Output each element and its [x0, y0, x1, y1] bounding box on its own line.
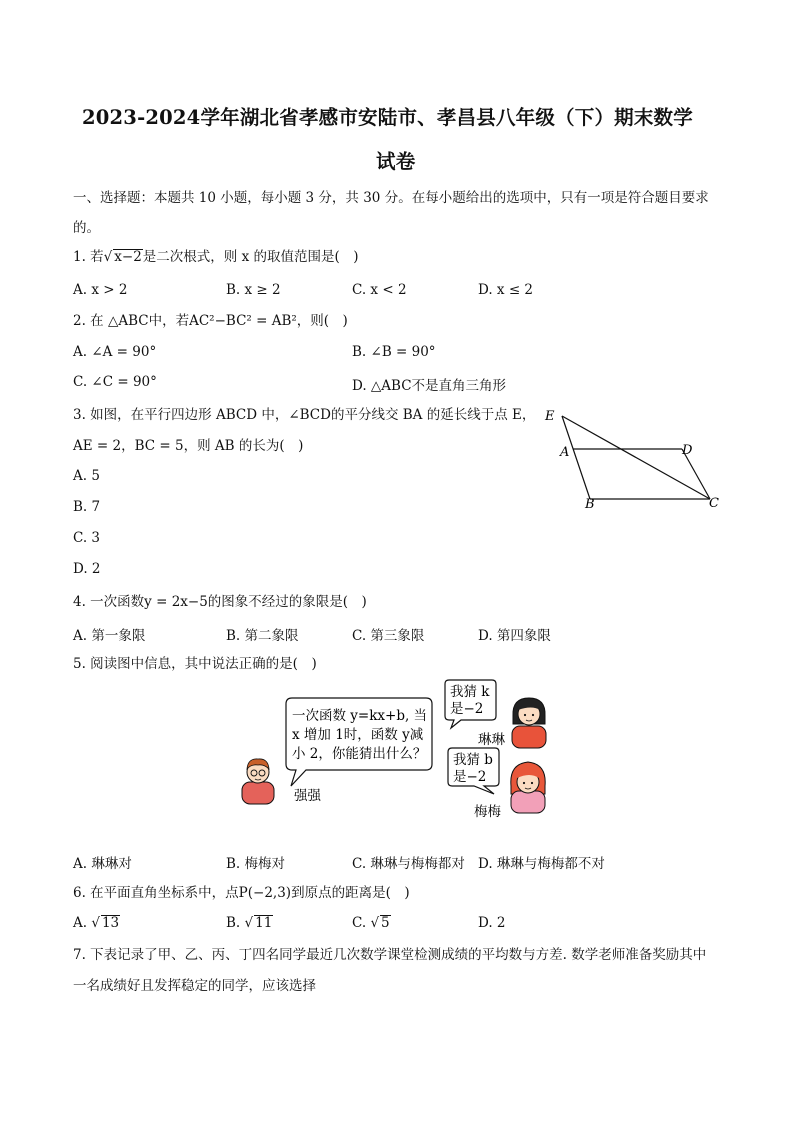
- bubble-main-line1: 一次函数 y=kx+b, 当: [292, 708, 428, 724]
- page-title-line1: 2023-2024学年湖北省孝感市安陆市、孝昌县八年级（下）期末数学: [82, 106, 693, 129]
- q1-stem-pre: 1. 若: [73, 249, 104, 265]
- q5-option-c: C. 琳琳与梅梅都对: [352, 856, 465, 872]
- label-c: C: [709, 496, 719, 511]
- page-title-line2: 试卷: [376, 150, 416, 173]
- q1-stem-post: 是二次根式，则 x 的取值范围是( ): [142, 249, 359, 265]
- section-heading-cont: 的。: [73, 220, 100, 236]
- question-5: 5. 阅读图中信息，其中说法正确的是( ): [73, 656, 317, 672]
- q3-option-b: B. 7: [73, 499, 101, 515]
- q2-option-a: A. ∠A = 90°: [73, 344, 157, 360]
- sqrt-sign: √: [370, 915, 380, 931]
- q5-option-b: B. 梅梅对: [226, 856, 286, 872]
- label-e: E: [545, 409, 555, 424]
- name-meimei: 梅梅: [474, 804, 501, 820]
- q6-b-label: B.: [226, 915, 241, 931]
- q6-option-b: [226, 915, 273, 931]
- name-linlin: 琳琳: [478, 732, 505, 748]
- q6-a-radicand: 13: [101, 915, 120, 931]
- bubble-linlin-line2: 是−2: [450, 701, 484, 717]
- q2-option-b: B. ∠B = 90°: [352, 344, 436, 360]
- q2-option-c: C. ∠C = 90°: [73, 374, 157, 390]
- q1-option-a: A. x > 2: [73, 282, 128, 298]
- q6-c-radicand: 5: [381, 915, 390, 931]
- question-7-cont: 一名成绩好且发挥稳定的同学，应该选择: [73, 978, 316, 994]
- bubble-meimei-line2: 是−2: [453, 769, 487, 785]
- sqrt-sign: √: [103, 249, 113, 265]
- name-qiangqiang: 强强: [294, 788, 321, 804]
- bubble-meimei-line1: 我猜 b: [453, 752, 493, 768]
- q4-option-c: C. 第三象限: [352, 628, 425, 644]
- q3-option-c: C. 3: [73, 530, 101, 546]
- q3-option-d: D. 2: [73, 561, 101, 577]
- q4-option-d: D. 第四象限: [478, 628, 551, 644]
- q6-a-label: A.: [73, 915, 88, 931]
- question-7: 7. 下表记录了甲、乙、丙、丁四名同学最近几次数学课堂检测成绩的平均数与方差. 数学老师准备奖励其中: [73, 947, 707, 963]
- sqrt-sign: √: [244, 915, 254, 931]
- boy-qiangqiang-avatar: [242, 759, 274, 804]
- q6-c-label: C.: [352, 915, 367, 931]
- parallelogram-figure: [530, 400, 730, 520]
- section-heading: 一、选择题：本题共 10 小题，每小题 3 分，共 30 分。在每小题给出的选项中，只有一项是符合题目要求: [73, 190, 709, 206]
- q1-option-b: B. x ≥ 2: [226, 282, 281, 298]
- question-2: 2. 在 △ABC中，若AC²−BC² = AB²，则( ): [73, 313, 348, 329]
- q5-option-a: A. 琳琳对: [73, 856, 132, 872]
- bubble-main-line3: 小 2，你能猜出什么？: [292, 746, 427, 762]
- sqrt-sign: √: [91, 915, 100, 931]
- question-1: [73, 248, 359, 266]
- question-3-cont: AE = 2，BC = 5，则 AB 的长为( ): [73, 438, 304, 454]
- label-a: A: [560, 445, 570, 460]
- q6-option-a: [73, 915, 120, 931]
- q1-radicand: x−2: [114, 249, 142, 265]
- q6-option-d: D. 2: [478, 915, 506, 931]
- dialogue-illustration: [236, 676, 566, 826]
- q4-option-a: A. 第一象限: [73, 628, 146, 644]
- q2-option-d: D. △ABC不是直角三角形: [352, 378, 507, 394]
- question-6: 6. 在平面直角坐标系中，点P(−2,3)到原点的距离是( ): [73, 885, 410, 901]
- q6-b-radicand: 11: [255, 915, 273, 931]
- q6-option-c: [352, 915, 391, 931]
- q1-option-c: C. x < 2: [352, 282, 407, 298]
- girl-meimei-avatar: [511, 762, 545, 813]
- q3-option-a: A. 5: [73, 468, 100, 484]
- question-4: 4. 一次函数y = 2x−5的图象不经过的象限是( ): [73, 594, 367, 610]
- bubble-main-line2: x 增加 1时，函数 y减: [292, 727, 424, 743]
- q1-option-d: D. x ≤ 2: [478, 282, 534, 298]
- q5-option-d: D. 琳琳与梅梅都不对: [478, 856, 605, 872]
- question-3: 3. 如图，在平行四边形 ABCD 中，∠BCD的平分线交 BA 的延长线于点 E，: [73, 407, 536, 423]
- bubble-linlin-line1: 我猜 k: [450, 684, 490, 700]
- girl-linlin-avatar: [512, 698, 546, 748]
- label-b: B: [585, 497, 595, 512]
- label-d: D: [682, 443, 693, 458]
- q4-option-b: B. 第二象限: [226, 628, 299, 644]
